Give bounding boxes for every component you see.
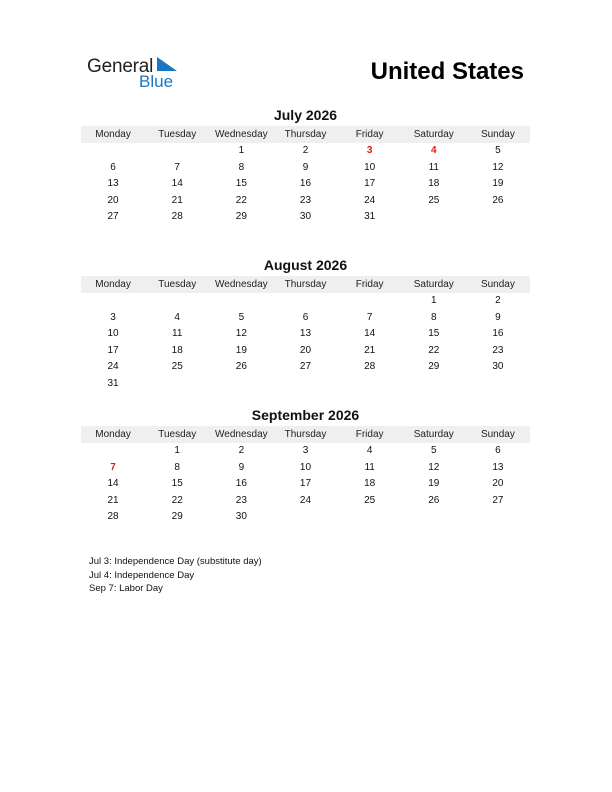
- holiday-note: Jul 3: Independence Day (substitute day): [89, 556, 262, 567]
- weekday-label: Thursday: [284, 279, 327, 290]
- day-cell: 21: [364, 344, 376, 356]
- day-cell: 20: [492, 478, 504, 490]
- day-cell: 19: [492, 178, 504, 190]
- day-cell: 8: [238, 161, 245, 173]
- empty-day-cell: [145, 293, 209, 310]
- day-cell: 16: [299, 178, 312, 190]
- empty-day-cell: [338, 293, 402, 310]
- day-cell: 14: [107, 478, 119, 490]
- day-cell: 31: [107, 377, 119, 389]
- day-cell: 9: [302, 161, 309, 173]
- day-cell: 11: [428, 161, 439, 173]
- day-cell: 26: [428, 494, 440, 506]
- day-cell: 15: [235, 178, 247, 190]
- empty-day-cell: [402, 376, 466, 393]
- day-cell: 27: [299, 361, 312, 373]
- empty-day-cell: [466, 209, 530, 226]
- day-cell: 8: [174, 461, 180, 473]
- day-cell: 27: [492, 494, 504, 506]
- day-cell: 5: [495, 145, 501, 156]
- day-cell: 4: [366, 445, 373, 456]
- month-calendar-july: [81, 106, 530, 226]
- holiday-note: Jul 4: Independence Day: [89, 569, 195, 581]
- day-cell: 1: [430, 295, 437, 306]
- day-cell: 2: [238, 445, 245, 456]
- day-cell: 17: [299, 478, 312, 490]
- day-cell: 26: [235, 361, 247, 373]
- empty-day-cell: [402, 509, 466, 526]
- day-cell: 16: [235, 478, 247, 490]
- logo-text-blue: Blue: [139, 72, 174, 91]
- weekday-header: [81, 276, 530, 293]
- week-row: [81, 293, 530, 310]
- day-cell: 11: [172, 328, 183, 340]
- day-cell: 19: [235, 344, 247, 356]
- day-cell: 23: [492, 344, 504, 356]
- day-cell: 18: [171, 344, 183, 356]
- day-cell: 18: [364, 478, 376, 490]
- month-weeks: [81, 443, 530, 526]
- weekday-label: Sunday: [480, 129, 515, 140]
- month-calendar-september: [81, 406, 530, 526]
- day-cell: 28: [107, 511, 119, 523]
- week-row: [81, 493, 530, 510]
- empty-day-cell: [273, 376, 337, 393]
- day-cell: 8: [430, 311, 437, 323]
- week-row: [81, 476, 530, 493]
- day-cell: 29: [428, 361, 440, 373]
- day-cell: 7: [366, 311, 373, 323]
- day-cell: 21: [171, 194, 183, 206]
- weekday-label: Sunday: [480, 279, 515, 290]
- weekday-label: Tuesday: [158, 429, 197, 440]
- weekday-label: Saturday: [413, 129, 454, 140]
- week-row: [81, 193, 530, 210]
- day-cell: 27: [107, 211, 119, 223]
- weekday-label: Tuesday: [158, 279, 197, 290]
- country-title: United States: [370, 58, 524, 85]
- week-row: [81, 443, 530, 460]
- day-cell: 12: [428, 461, 440, 473]
- day-cell: 5: [430, 445, 437, 456]
- day-cell: 3: [110, 311, 116, 323]
- weekday-label: Wednesday: [215, 279, 268, 290]
- month-weeks: [81, 293, 530, 393]
- day-cell: 29: [171, 511, 183, 523]
- weekday-header: [81, 426, 530, 443]
- week-row: [81, 143, 530, 160]
- day-cell: 17: [107, 344, 119, 356]
- day-cell: 13: [107, 178, 119, 190]
- week-row: [81, 359, 530, 376]
- week-row: [81, 310, 530, 327]
- day-cell: 9: [495, 311, 501, 323]
- week-row: [81, 326, 530, 343]
- day-cell: 25: [364, 494, 376, 506]
- weekday-label: Wednesday: [215, 129, 268, 140]
- weekday-label: Friday: [355, 129, 384, 140]
- week-row: [81, 376, 530, 393]
- day-cell: 4: [174, 311, 180, 323]
- day-cell: 6: [302, 311, 309, 323]
- weekday-label: Friday: [355, 279, 384, 290]
- day-cell: 12: [492, 161, 504, 173]
- day-cell: 16: [492, 328, 504, 340]
- empty-day-cell: [402, 209, 466, 226]
- day-cell: 13: [492, 461, 504, 473]
- empty-day-cell: [338, 376, 402, 393]
- day-cell: 14: [364, 328, 376, 340]
- day-cell: 30: [299, 211, 312, 223]
- day-cell: 5: [238, 311, 245, 323]
- day-cell: 23: [235, 494, 247, 506]
- empty-day-cell: [209, 293, 273, 310]
- holiday-day-cell: 7: [110, 461, 116, 473]
- weekday-label: Saturday: [413, 429, 454, 440]
- logo-text-general: General: [87, 56, 154, 77]
- day-cell: 12: [235, 328, 247, 340]
- day-cell: 1: [238, 145, 245, 156]
- day-cell: 28: [171, 211, 183, 223]
- day-cell: 20: [299, 344, 312, 356]
- day-cell: 28: [364, 361, 376, 373]
- day-cell: 26: [492, 194, 504, 206]
- day-cell: 6: [495, 445, 501, 456]
- month-title: July 2026: [273, 107, 338, 123]
- empty-day-cell: [338, 509, 402, 526]
- day-cell: 24: [364, 194, 376, 206]
- weekday-label: Thursday: [284, 129, 327, 140]
- day-cell: 10: [299, 461, 312, 473]
- day-cell: 10: [107, 328, 119, 340]
- day-cell: 15: [428, 328, 440, 340]
- day-cell: 24: [107, 361, 119, 373]
- holiday-day-cell: 3: [366, 145, 373, 156]
- weekday-label: Monday: [95, 129, 131, 140]
- day-cell: 23: [299, 194, 312, 206]
- empty-day-cell: [209, 376, 273, 393]
- day-cell: 31: [364, 211, 376, 223]
- weekday-label: Tuesday: [158, 129, 197, 140]
- day-cell: 18: [428, 178, 440, 190]
- day-cell: 14: [171, 178, 183, 190]
- day-cell: 22: [235, 194, 247, 206]
- day-cell: 20: [107, 194, 119, 206]
- holiday-note: Sep 7: Labor Day: [89, 583, 163, 594]
- day-cell: 30: [492, 361, 504, 373]
- month-title: August 2026: [263, 257, 348, 273]
- weekday-label: Thursday: [284, 429, 327, 440]
- day-cell: 24: [299, 494, 312, 506]
- day-cell: 9: [238, 461, 245, 473]
- month-calendar-august: [81, 256, 530, 393]
- day-cell: 6: [110, 161, 116, 173]
- week-row: [81, 160, 530, 177]
- day-cell: 10: [364, 161, 376, 173]
- logo-triangle-icon: [157, 57, 177, 71]
- empty-day-cell: [145, 376, 209, 393]
- week-row: [81, 460, 530, 477]
- week-row: [81, 343, 530, 360]
- holiday-day-cell: 4: [430, 145, 437, 156]
- day-cell: 11: [364, 461, 375, 473]
- day-cell: 29: [235, 211, 247, 223]
- empty-day-cell: [81, 143, 145, 160]
- holiday-notes: [89, 555, 262, 596]
- empty-day-cell: [273, 293, 337, 310]
- week-row: [81, 209, 530, 226]
- empty-day-cell: [273, 509, 337, 526]
- week-row: [81, 176, 530, 193]
- day-cell: 3: [302, 445, 309, 456]
- empty-day-cell: [466, 509, 530, 526]
- day-cell: 17: [364, 178, 376, 190]
- day-cell: 1: [174, 445, 180, 456]
- day-cell: 25: [171, 361, 183, 373]
- weekday-header: [81, 126, 530, 143]
- logo: [87, 56, 207, 92]
- month-title: September 2026: [251, 407, 360, 423]
- weekday-label: Saturday: [413, 279, 454, 290]
- day-cell: 2: [302, 145, 309, 156]
- day-cell: 25: [428, 194, 440, 206]
- weekday-label: Wednesday: [215, 429, 268, 440]
- day-cell: 15: [171, 478, 183, 490]
- month-weeks: [81, 143, 530, 226]
- day-cell: 30: [235, 511, 247, 523]
- week-row: [81, 509, 530, 526]
- weekday-label: Friday: [355, 429, 384, 440]
- weekday-label: Sunday: [480, 429, 515, 440]
- day-cell: 21: [107, 494, 119, 506]
- day-cell: 2: [495, 295, 501, 306]
- day-cell: 19: [428, 478, 440, 490]
- day-cell: 22: [171, 494, 183, 506]
- day-cell: 7: [174, 161, 180, 173]
- day-cell: 13: [299, 328, 312, 340]
- empty-day-cell: [81, 443, 145, 460]
- weekday-label: Monday: [95, 429, 131, 440]
- empty-day-cell: [145, 143, 209, 160]
- empty-day-cell: [81, 293, 145, 310]
- day-cell: 22: [428, 344, 440, 356]
- weekday-label: Monday: [95, 279, 131, 290]
- empty-day-cell: [466, 376, 530, 393]
